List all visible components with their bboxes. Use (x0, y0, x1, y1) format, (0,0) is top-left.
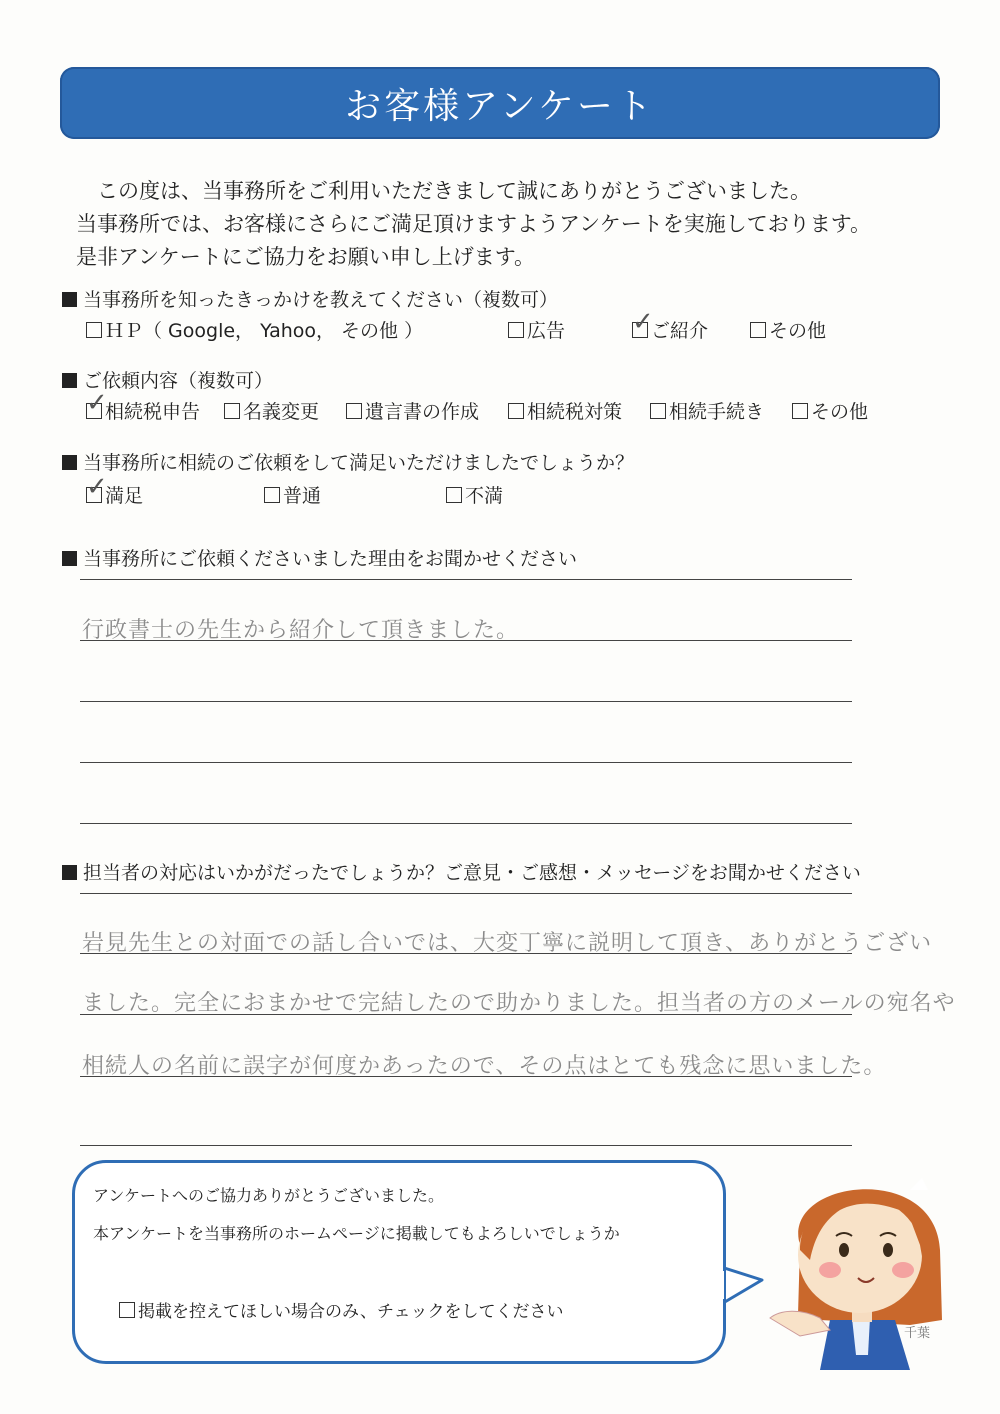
question-3-label: 当事務所に相続のご依頼をして満足いただけましたでしょうか？ (62, 448, 634, 475)
q1-option-other[interactable]: その他 (750, 316, 826, 343)
bubble-question-text: 本アンケートを当事務所のホームページに掲載してもよろしいでしょうか (93, 1224, 620, 1243)
q4-answer-line-1: 行政書士の先生から紹介して頂きました。 (82, 618, 520, 643)
answer-line (80, 701, 852, 702)
q1-option-ad[interactable]: 広告 (508, 316, 565, 343)
checkbox-icon[interactable] (650, 403, 666, 419)
page-title: お客様アンケート (345, 85, 655, 127)
checkbox-icon[interactable] (446, 487, 462, 503)
q3-option-dissatisfied[interactable]: 不満 (446, 481, 503, 508)
square-bullet-icon (62, 865, 77, 880)
checkmark-icon: ✓ (632, 307, 654, 337)
answer-line (80, 640, 852, 641)
answer-line (80, 579, 852, 580)
checkbox-icon[interactable] (508, 322, 524, 338)
q5-answer-line-1: 岩見先生との対面での話し合いでは、大変丁寧に説明して頂き、ありがとうござい (82, 931, 933, 956)
q3-option-average[interactable]: 普通 (264, 481, 321, 508)
checkbox-icon[interactable] (86, 472, 108, 503)
answer-line (80, 1145, 852, 1146)
checkbox-icon[interactable] (508, 403, 524, 419)
bubble-thanks-text: アンケートへのご協力ありがとうございました。 (93, 1186, 445, 1205)
intro-line-1: この度は、当事務所をご利用いただきまして誠にありがとうございました。 (97, 179, 811, 203)
intro-line-3: 是非アンケートにご協力をお願い申し上げます。 (76, 245, 536, 269)
q2-option-inheritance-tax[interactable]: ✓ 相続税申告 (86, 388, 201, 423)
answer-line (80, 1076, 852, 1077)
q2-option-other[interactable]: その他 (792, 397, 868, 424)
q5-answer-line-3: 相続人の名前に誤字が何度かあったので、その点はとても残念に思いました。 (82, 1054, 887, 1079)
question-5-label: 担当者の対応はいかがだったでしょうか？ご意見・ご感想・メッセージをお聞かせください (62, 858, 861, 885)
answer-line (80, 893, 852, 894)
answer-line (80, 762, 852, 763)
q2-option-name-change[interactable]: 名義変更 (224, 397, 319, 424)
checkbox-icon[interactable] (750, 322, 766, 338)
q2-option-procedures[interactable]: 相続手続き (650, 397, 764, 424)
checkbox-icon[interactable] (792, 403, 808, 419)
checkbox-icon[interactable] (346, 403, 362, 419)
q2-option-will[interactable]: 遺言書の作成 (346, 397, 479, 424)
intro-text (76, 175, 871, 274)
q2-option-tax-planning[interactable]: 相続税対策 (508, 397, 622, 424)
checkbox-icon[interactable] (119, 1302, 135, 1318)
answer-line (80, 823, 852, 824)
question-4-label: 当事務所にご依頼くださいました理由をお聞かせください (62, 544, 577, 571)
q1-option-referral[interactable]: ✓ ご紹介 (632, 307, 709, 342)
checkbox-icon[interactable] (86, 388, 108, 419)
checkbox-icon[interactable] (264, 487, 280, 503)
title-banner (60, 67, 940, 139)
square-bullet-icon (62, 373, 77, 388)
bubble-tail-joint (716, 1271, 724, 1299)
intro-line-2: 当事務所では、お客様にさらにご満足頂けますようアンケートを実施しております。 (76, 212, 872, 236)
checkbox-icon[interactable] (224, 403, 240, 419)
square-bullet-icon (62, 551, 77, 566)
answer-line (80, 1014, 852, 1015)
q5-answer-line-2: ました。完全におまかせで完結したので助かりました。担当者の方のメールの宛名や (82, 991, 956, 1016)
q3-option-satisfied[interactable]: ✓ 満足 (86, 472, 144, 507)
question-2-label: ご依頼内容（複数可） (62, 366, 273, 393)
square-bullet-icon (62, 455, 77, 470)
thanks-bubble (72, 1160, 726, 1364)
square-bullet-icon (62, 292, 77, 307)
answer-line (80, 953, 852, 954)
publish-optout-option[interactable]: 掲載を控えてほしい場合のみ、チェックをしてください (119, 1297, 564, 1322)
checkbox-icon[interactable] (632, 307, 654, 338)
signature: 千葉 (904, 1326, 931, 1341)
checkmark-icon: ✓ (86, 472, 108, 502)
checkmark-icon: ✓ (86, 388, 108, 418)
checkbox-icon[interactable] (86, 322, 102, 338)
question-1-label: 当事務所を知ったきっかけを教えてください（複数可） (62, 285, 558, 312)
q1-option-hp[interactable]: ＨＰ（ Google， Yahoo， その他 ） (86, 316, 423, 343)
